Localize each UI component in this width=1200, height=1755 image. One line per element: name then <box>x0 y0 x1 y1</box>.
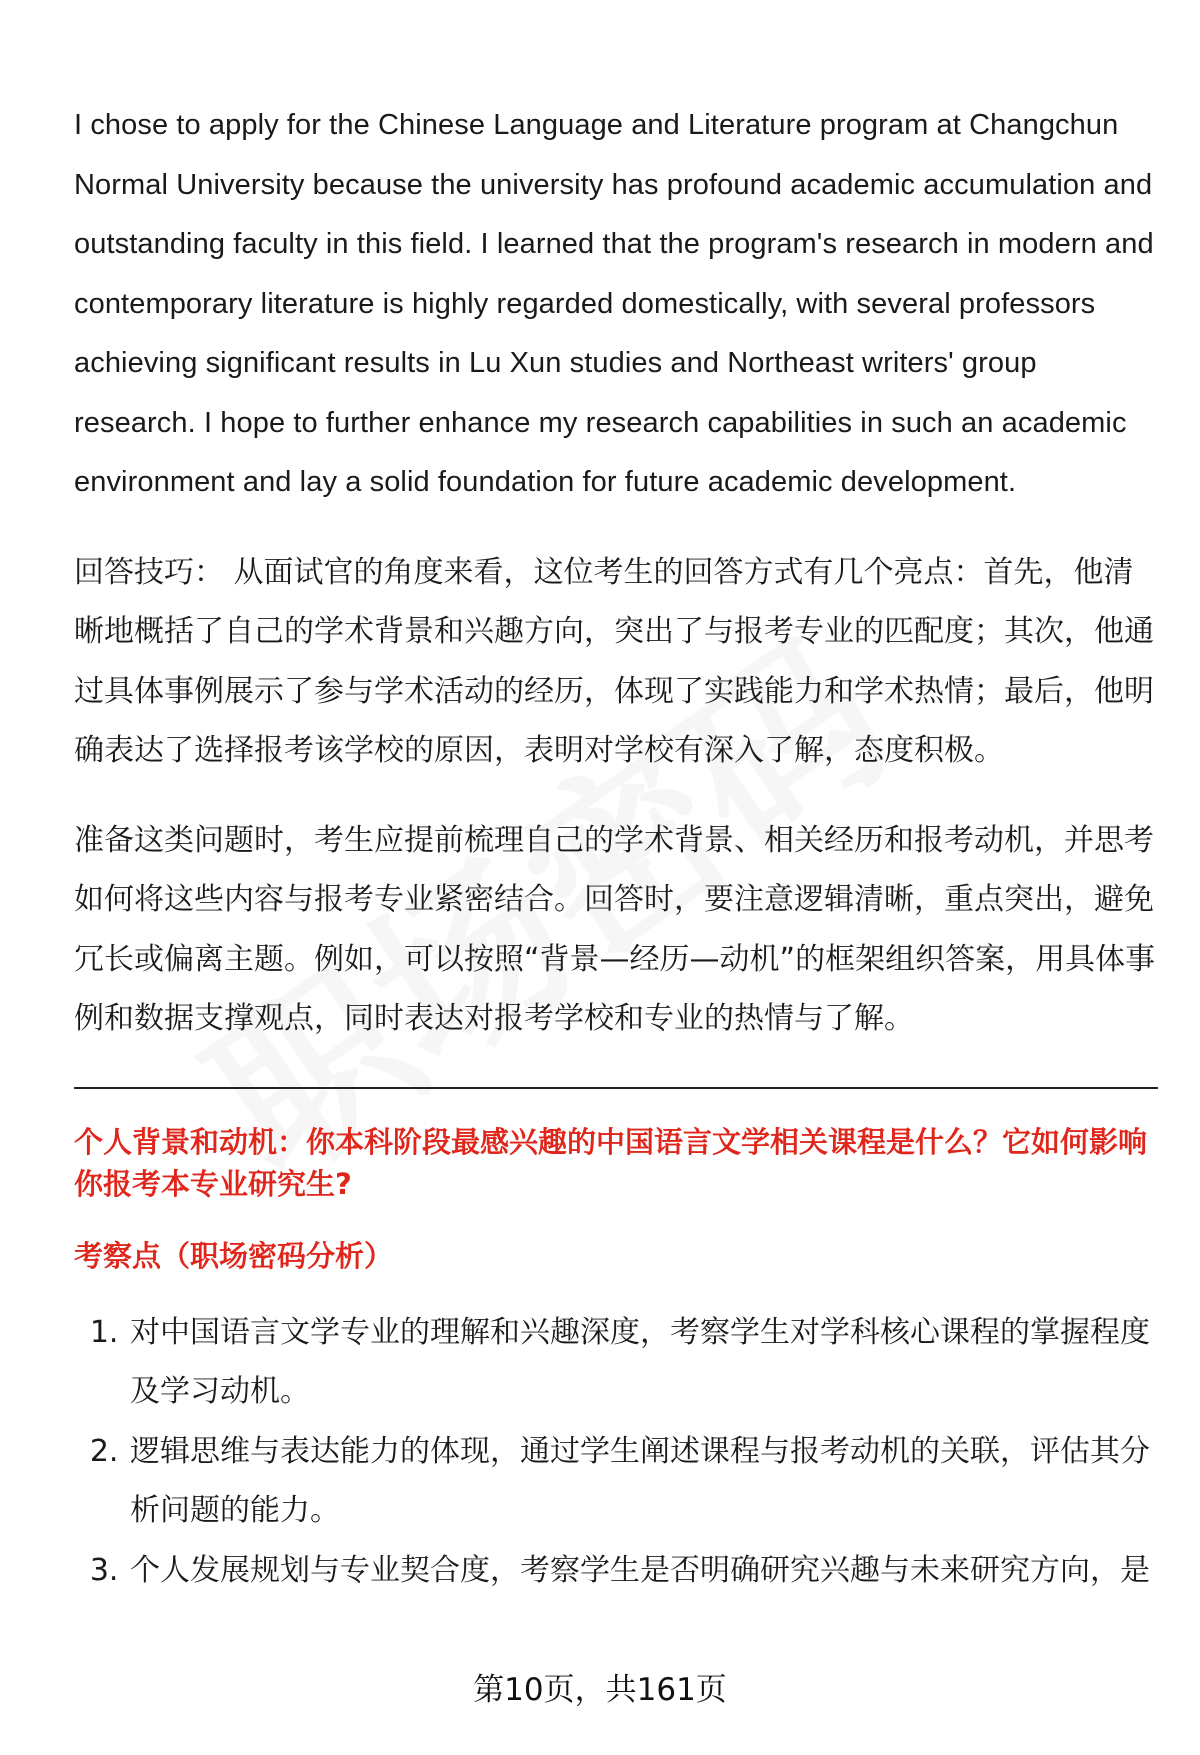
list-item: 2. 逻辑思维与表达能力的体现，通过学生阐述课程与报考动机的关联，评估其分析问题的能力。 <box>128 1422 1158 1541</box>
prep-paragraph: 准备这类问题时，考生应提前梳理自己的学术背景、相关经历和报考动机，并思考如何将这些内容与报考专业紧密结合。回答时，要注意逻辑清晰，重点突出，避免冗长或偏离主题。例如，可以按照“背景—经历—动机”的框架组织答案，用具体事例和数据支撑观点，同时表达对报考学校和专业的热情与了解。 <box>74 822 1156 1036</box>
tips-paragraph: 回答技巧： 从面试官的角度来看，这位考生的回答方式有几个亮点：首先，他清晰地概括了自己的学术背景和兴趣方向，突出了与报考专业的匹配度；其次，他通过具体事例展示了参与学术活动的经历，体现了实践能力和学术热情；最后，他明确表达了选择报考该学校的原因，表明对学校有深入了解，态度积极。 <box>74 554 1154 768</box>
intro-paragraph: I chose to apply for the Chinese Language and Literature program at Changchun Normal University because the university has profound academic accumulation and outstanding faculty in this field. I learned that the program's research in modern and contemporary literature is highly regarded domestically, with several professors achieving significant results in Lu Xun studies and Northeast writers' group research. I hope to further enhance my research capabilities in such an academic environment and lay a solid foundation for future academic development. <box>74 109 1154 498</box>
section-divider <box>74 1087 1158 1089</box>
question-heading: 个人背景和动机：你本科阶段最感兴趣的中国语言文学相关课程是什么？它如何影响你报考本专业研究生? <box>74 1124 1148 1201</box>
list-item: 1. 对中国语言文学专业的理解和兴趣深度，考察学生对学科核心课程的掌握程度及学习动机。 <box>128 1303 1158 1422</box>
page-footer: 第10页，共161页 <box>473 1672 727 1708</box>
analysis-subheading: 考察点（职场密码分析） <box>74 1238 394 1273</box>
list-item: 3. 个人发展规划与专业契合度，考察学生是否明确研究兴趣与未来研究方向，是 <box>128 1541 1158 1601</box>
document-page <box>74 96 1158 1600</box>
analysis-points-list <box>74 1303 1158 1601</box>
